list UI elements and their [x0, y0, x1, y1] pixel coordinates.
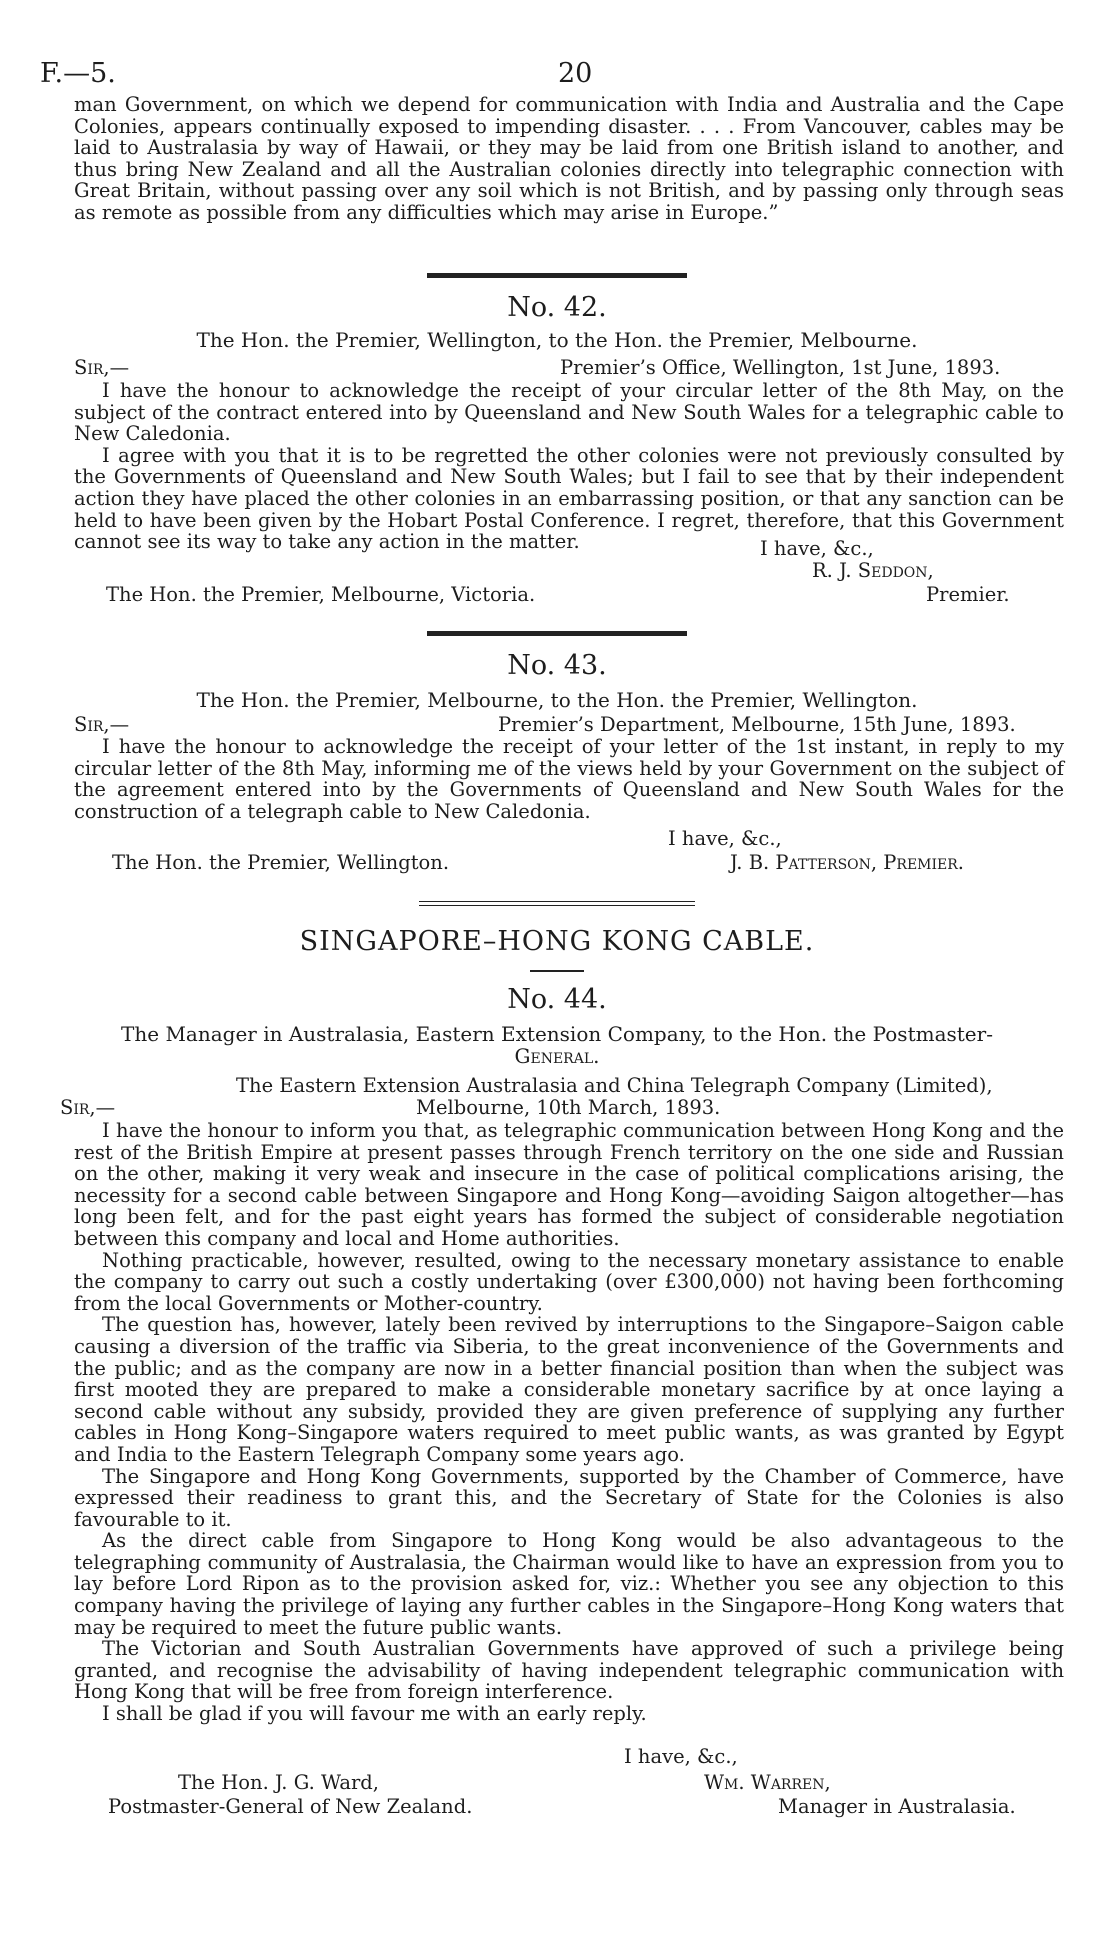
letter-43-addressee: The Hon. the Premier, Wellington. [112, 851, 450, 874]
letter-42-closing: I have, &c., [760, 537, 874, 560]
intro-paragraph [74, 94, 1064, 224]
letter-42-body [74, 380, 1064, 553]
letter-42-signatory: R. J. Seddon, [812, 559, 934, 582]
letter-44-signatory: Wm. Warren, [704, 1771, 831, 1794]
letter-42-paragraph: I agree with you that it is to be regretted the other colonies were not previously consulted by the Governments of Queensland and New South Wales; but I fail to see that by their independent action they have placed the other colonies in an embarrassing position, or that any sanction can be held to have been given by the Hobart Postal Conference. I regret, therefore, that this Government cannot see its way to take any action in the matter. [74, 443, 1064, 554]
letter-42-addressee: The Hon. the Premier, Melbourne, Victoria. [106, 583, 536, 606]
letter-44-body [74, 1120, 1064, 1725]
letter-44-closing: I have, &c., [624, 1745, 738, 1768]
letter-44-addressee-title: Postmaster-General of New Zealand. [108, 1795, 473, 1818]
letter-42-salutation: Sir,— [74, 356, 130, 379]
letter-44-company: The Eastern Extension Australasia and China Telegraph Company (Limited), [236, 1074, 993, 1097]
document-reference: F.—5. [40, 58, 116, 89]
letter-42-paragraph: I have the honour to acknowledge the receipt of your circular letter of the 8th May, on the subject of the contract entered into by Queensland and New South Wales for a telegraphic cable to New Caledonia. [74, 379, 1064, 446]
letter-42-signatory-title: Premier. [926, 583, 1010, 606]
letter-43-number: No. 43. [507, 650, 607, 681]
letter-44-paragraph: The question has, however, lately been revived by interruptions to the Singapore–Saigon cable causing a diversion of the traffic via Siberia, to the great inconvenience of the Governments and the public; and as the company are now in a better financial position than when the subject was first mooted they are prepared to make a considerable monetary sacrifice by at once laying a second cable without any subsidy, provided they are given preference of supplying any further cables in Hong Kong–Singapore waters required to meet public wants, as was granted by Egypt and India to the Eastern Telegraph Company some years ago. [74, 1313, 1064, 1466]
letter-44-signatory-title: Manager in Australasia. [778, 1795, 1016, 1818]
heading-underline [530, 970, 584, 972]
letter-44-paragraph: I shall be glad if you will favour me with an early reply. [102, 1702, 647, 1726]
section-divider [427, 631, 687, 636]
letter-44-paragraph: The Singapore and Hong Kong Governments, supported by the Chamber of Commerce, have expressed their readiness to grant this, and the Secretary of State for the Colonies is also favourable to it. [74, 1464, 1064, 1531]
letter-43-paragraph: I have the honour to acknowledge the receipt of your letter of the 1st instant, in reply to my circular letter of the 8th May, informing me of the views held by your Government on the subject of the agreement entered into by the Governments of Queensland and New South Wales for the construction of a telegraph cable to New Caledonia. [74, 735, 1064, 823]
letter-44-number: No. 44. [507, 984, 607, 1015]
letter-44-address: The Manager in Australasia, Eastern Extension Company, to the Hon. the Postmaster- [121, 1022, 993, 1046]
letter-44-paragraph: The Victorian and South Australian Governments have approved of such a privilege being granted, and recognise the advisability of having independent telegraphic communication with Hong Kong that will be free from foreign interference. [74, 1637, 1064, 1704]
section-heading: SINGAPORE–HONG KONG CABLE. [299, 926, 815, 957]
section-divider-double [419, 901, 695, 906]
letter-44-address-continued: General. [514, 1044, 600, 1068]
letter-43-body [74, 736, 1064, 822]
letter-44-dateline: Melbourne, 10th March, 1893. [416, 1096, 721, 1119]
letter-44-addressee: The Hon. J. G. Ward, [178, 1771, 379, 1794]
letter-43-salutation: Sir,— [74, 713, 130, 736]
section-divider [427, 273, 687, 278]
letter-44-paragraph: As the direct cable from Singapore to Hong Kong would be also advantageous to the telegraphing community of Australasia, the Chairman would like to have an expression from you to lay before Lord Ripon as to the provision asked for, viz.: Whether you see any objection to this company having the privilege of laying any further cables in the Singapore–Hong Kong waters that may be required to meet the future public wants. [74, 1529, 1064, 1639]
letter-44-paragraph: I have the honour to inform you that, as telegraphic communication between Hong Kong and the rest of the British Empire at present passes through French territory on the one side and Russian on the other, making it very weak and insecure in the case of political complications arising, the necessity for a second cable between Singapore and Hong Kong—avoiding Saigon altogether—has long been felt, and for the past eight years has formed the subject of considerable negotiation between this company and local and Home authorities. [74, 1119, 1064, 1250]
letter-42-address: The Hon. the Premier, Wellington, to the Hon. the Premier, Melbourne. [196, 328, 918, 352]
letter-44-paragraph: Nothing practicable, however, resulted, owing to the necessary monetary assistance to enable the company to carry out such a costly undertaking (over £300,000) not having been forthcoming from the local Governments or Mother-country. [74, 1248, 1064, 1315]
letter-44-salutation: Sir,— [60, 1096, 116, 1119]
letter-42-dateline: Premier’s Office, Wellington, 1st June, 1893. [560, 356, 1001, 379]
letter-42-number: No. 42. [507, 292, 607, 323]
letter-43-closing: I have, &c., [668, 827, 782, 850]
page-number: 20 [558, 58, 593, 89]
letter-43-dateline: Premier’s Department, Melbourne, 15th June, 1893. [498, 713, 1016, 736]
intro-text: man Government, on which we depend for communication with India and Australia and the Cape Colonies, appears continually exposed to impending disaster. . . . From Vancouver, cables may be laid to Australasia by way of Hawaii, or they may be laid from one British island to another, and thus bring New Zealand and all the Australian colonies directly into telegraphic connection with Great Britain, without passing over any soil which is not British, and by passing only through seas as remote as possible from any difficulties which may arise in Europe.” [74, 93, 1064, 224]
letter-43-signatory: J. B. Patterson, Premier. [730, 851, 965, 874]
letter-43-address: The Hon. the Premier, Melbourne, to the Hon. the Premier, Wellington. [196, 688, 918, 712]
